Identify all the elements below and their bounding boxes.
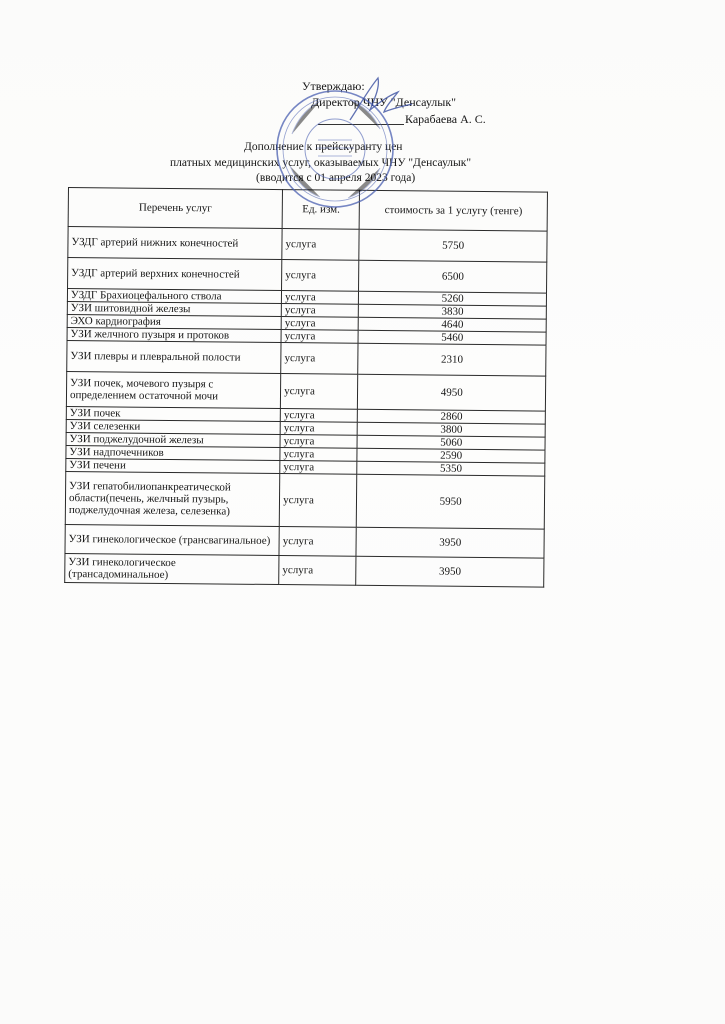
service-name: УЗДГ артерий нижних конечностей: [68, 227, 282, 260]
service-name: УЗИ поджелудочной железы: [66, 432, 280, 447]
service-unit: услуга: [281, 330, 358, 344]
service-price: 4950: [358, 374, 546, 411]
service-price: 2310: [358, 343, 546, 376]
service-price: 5460: [358, 330, 546, 345]
service-unit: услуга: [281, 343, 359, 375]
service-name: УЗИ печени: [66, 458, 280, 473]
service-price: 5350: [357, 461, 545, 476]
service-name: УЗИ почек, мочевого пузыря с определением остаточной мочи: [66, 371, 280, 408]
table-row: [68, 227, 547, 263]
document-subtitle: платных медицинских услуг, оказываемых ЧНУ "Денсаулык": [170, 157, 472, 169]
service-price: 5260: [359, 291, 547, 306]
service-price: 5750: [359, 229, 547, 262]
service-price: 2590: [357, 448, 545, 463]
service-price: 3950: [356, 527, 544, 558]
service-price: 3800: [358, 422, 546, 437]
director-signature: [340, 70, 420, 130]
table-row: [68, 258, 547, 294]
service-unit: услуга: [282, 260, 360, 292]
service-name: УЗИ плевры и плевральной полости: [67, 340, 281, 373]
service-name: УЗИ селезенки: [66, 419, 280, 434]
service-unit: услуга: [282, 291, 359, 305]
service-unit: услуга: [279, 556, 357, 586]
service-unit: услуга: [280, 409, 357, 423]
service-name: УЗИ шитовидной железы: [67, 301, 281, 316]
service-price: 3830: [359, 304, 547, 319]
effective-date: (вводится с 01 апреля 2023 года): [256, 172, 416, 184]
service-unit: услуга: [279, 474, 357, 528]
table-row: [65, 553, 544, 587]
service-price: 3950: [356, 556, 544, 587]
service-name: УЗИ надпочечников: [66, 445, 280, 460]
director-name: Карабаева А. С.: [405, 112, 486, 126]
service-name: УЗДГ Брахиоцефального ствола: [67, 289, 281, 304]
document-title: Дополнение к прейскуранту цен: [244, 141, 403, 153]
service-price: 2860: [358, 409, 546, 424]
service-unit: услуга: [281, 317, 358, 331]
service-price: 5950: [357, 474, 545, 529]
service-unit: услуга: [280, 461, 357, 475]
service-price: 5060: [357, 435, 545, 450]
service-unit: услуга: [280, 435, 357, 449]
table-row: [65, 524, 544, 558]
service-name: УЗИ гинекологическое (трансадоминальное): [65, 553, 279, 584]
approval-label: Утверждаю:: [302, 79, 365, 93]
service-name: УЗИ желчного пузыря и протоков: [67, 327, 281, 342]
table-row: [67, 340, 546, 376]
service-unit: услуга: [280, 422, 357, 436]
service-price: 4640: [359, 317, 547, 332]
service-name: УЗДГ артерий верхних конечностей: [68, 258, 282, 291]
service-name: УЗИ гепатобилиопанкреатической области(печень, желчный пузырь, поджелудочная железа, селезенка): [65, 471, 280, 526]
service-price: 6500: [359, 260, 547, 293]
service-unit: услуга: [279, 527, 357, 557]
service-unit: услуга: [280, 374, 358, 410]
service-unit: услуга: [280, 448, 357, 462]
service-unit: услуга: [281, 304, 358, 318]
service-name: ЭХО кардиография: [67, 314, 281, 329]
service-unit: услуга: [282, 229, 360, 261]
service-name: УЗИ почек: [66, 406, 280, 421]
price-table: [64, 187, 548, 588]
header-unit: Ед. изм.: [282, 190, 360, 230]
header-services: Перечень услуг: [68, 188, 282, 229]
table-row: [66, 371, 545, 411]
table-row: [65, 471, 544, 529]
header-price: стоимость за 1 услугу (тенге): [360, 190, 548, 231]
director-title: Директор ЧНУ "Денсаулык": [311, 95, 457, 109]
service-name: УЗИ гинекологическое (трансвагинальное): [65, 524, 279, 555]
